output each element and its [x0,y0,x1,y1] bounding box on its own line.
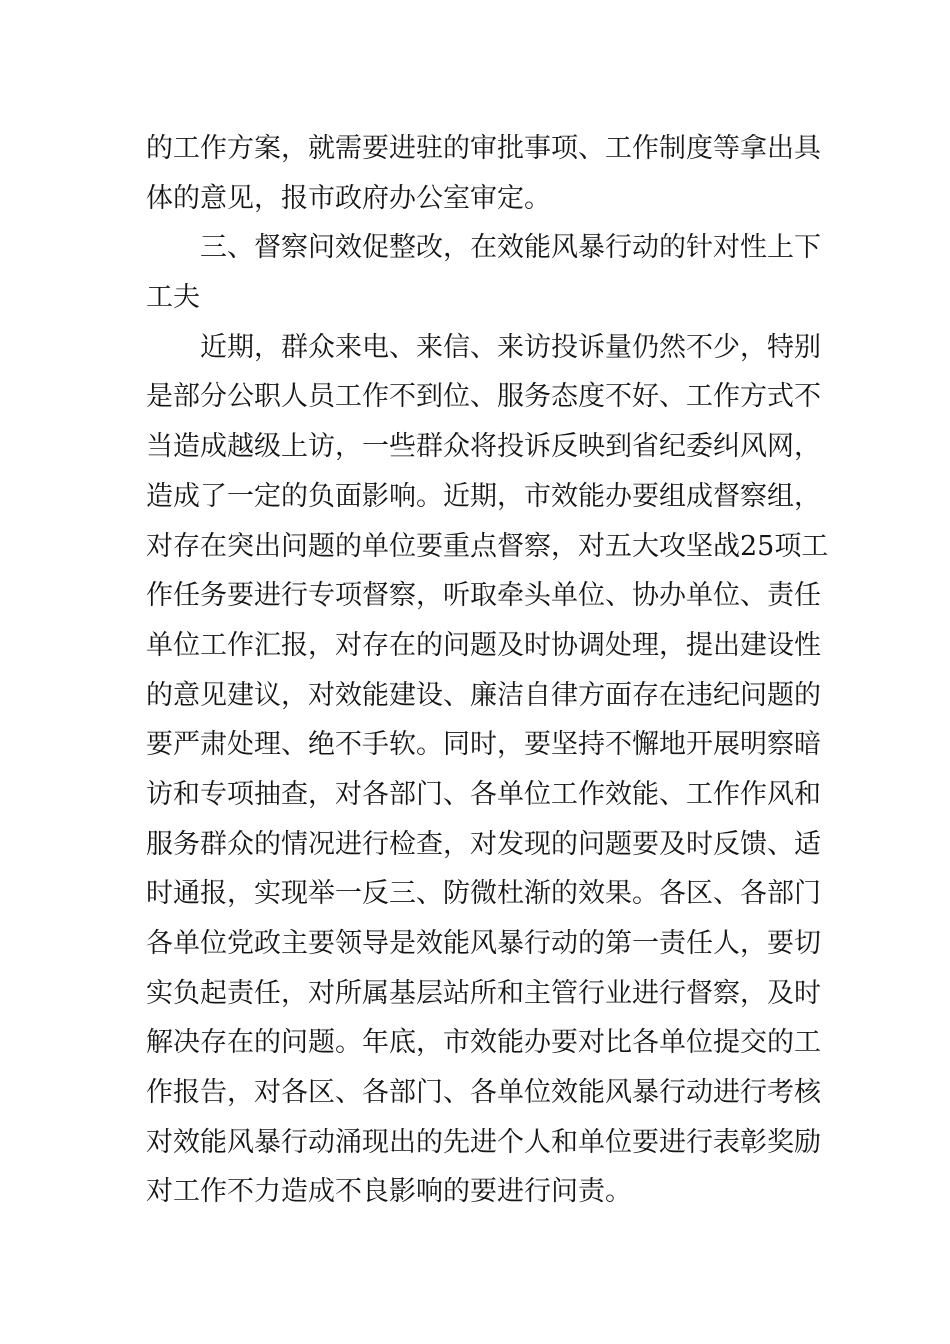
text-line: 造成了一定的负面影响。近期，市效能办要组成督察组， [146,480,821,512]
text-line: 对存在突出问题的单位要重点督察，对五大攻坚战25项工 [146,530,829,562]
paragraph-continuation [146,124,821,223]
text-line: 解决存在的问题。年底，市效能办要对比各单位提交的工 [146,1027,821,1059]
text-line: 时通报，实现举一反三、防微杜渐的效果。各区、各部门 [146,878,821,910]
text-line: 要严肃处理、绝不手软。同时，要坚持不懈地开展明察暗 [146,729,821,761]
text-line: 各单位党政主要领导是效能风暴行动的第一责任人，要切 [146,928,821,959]
heading-line: 三、督察问效促整改，在效能风暴行动的针对性上下 [200,232,821,264]
text-line: 对工作不力造成不良影响的要进行问责。 [146,1176,632,1208]
text-line: 访和专项抽查，对各部门、各单位工作效能、工作作风和 [146,778,821,810]
text-line: 当造成越级上访，一些群众将投诉反映到省纪委纠风网， [146,431,821,463]
text-line: 服务群众的情况进行检查，对发现的问题要及时反馈、适 [146,828,821,860]
paragraph-body [146,323,829,1217]
text-line: 近期，群众来电、来信、来访投诉量仍然不少，特别 [200,331,821,363]
section-heading-3 [146,223,821,322]
text-line: 的意见建议，对效能建设、廉洁自律方面存在违纪问题的 [146,679,821,711]
document-body [146,124,829,1217]
text-line: 的工作方案，就需要进驻的审批事项、工作制度等拿出具 [146,133,821,164]
text-line: 体的意见，报市政府办公室审定。 [146,182,551,214]
text-line: 实负起责任，对所属基层站所和主管行业进行督察，及时 [146,977,821,1009]
text-line: 作报告，对各区、各部门、各单位效能风暴行动进行考核 [146,1077,821,1109]
text-line: 作任务要进行专项督察，听取牵头单位、协办单位、责任 [146,580,821,612]
text-line: 是部分公职人员工作不到位、服务态度不好、工作方式不 [146,381,821,413]
text-line: 对效能风暴行动涌现出的先进个人和单位要进行表彰奖励 [146,1126,821,1158]
text-line: 单位工作汇报，对存在的问题及时协调处理，提出建设性 [146,629,821,661]
heading-line: 工夫 [146,282,200,314]
